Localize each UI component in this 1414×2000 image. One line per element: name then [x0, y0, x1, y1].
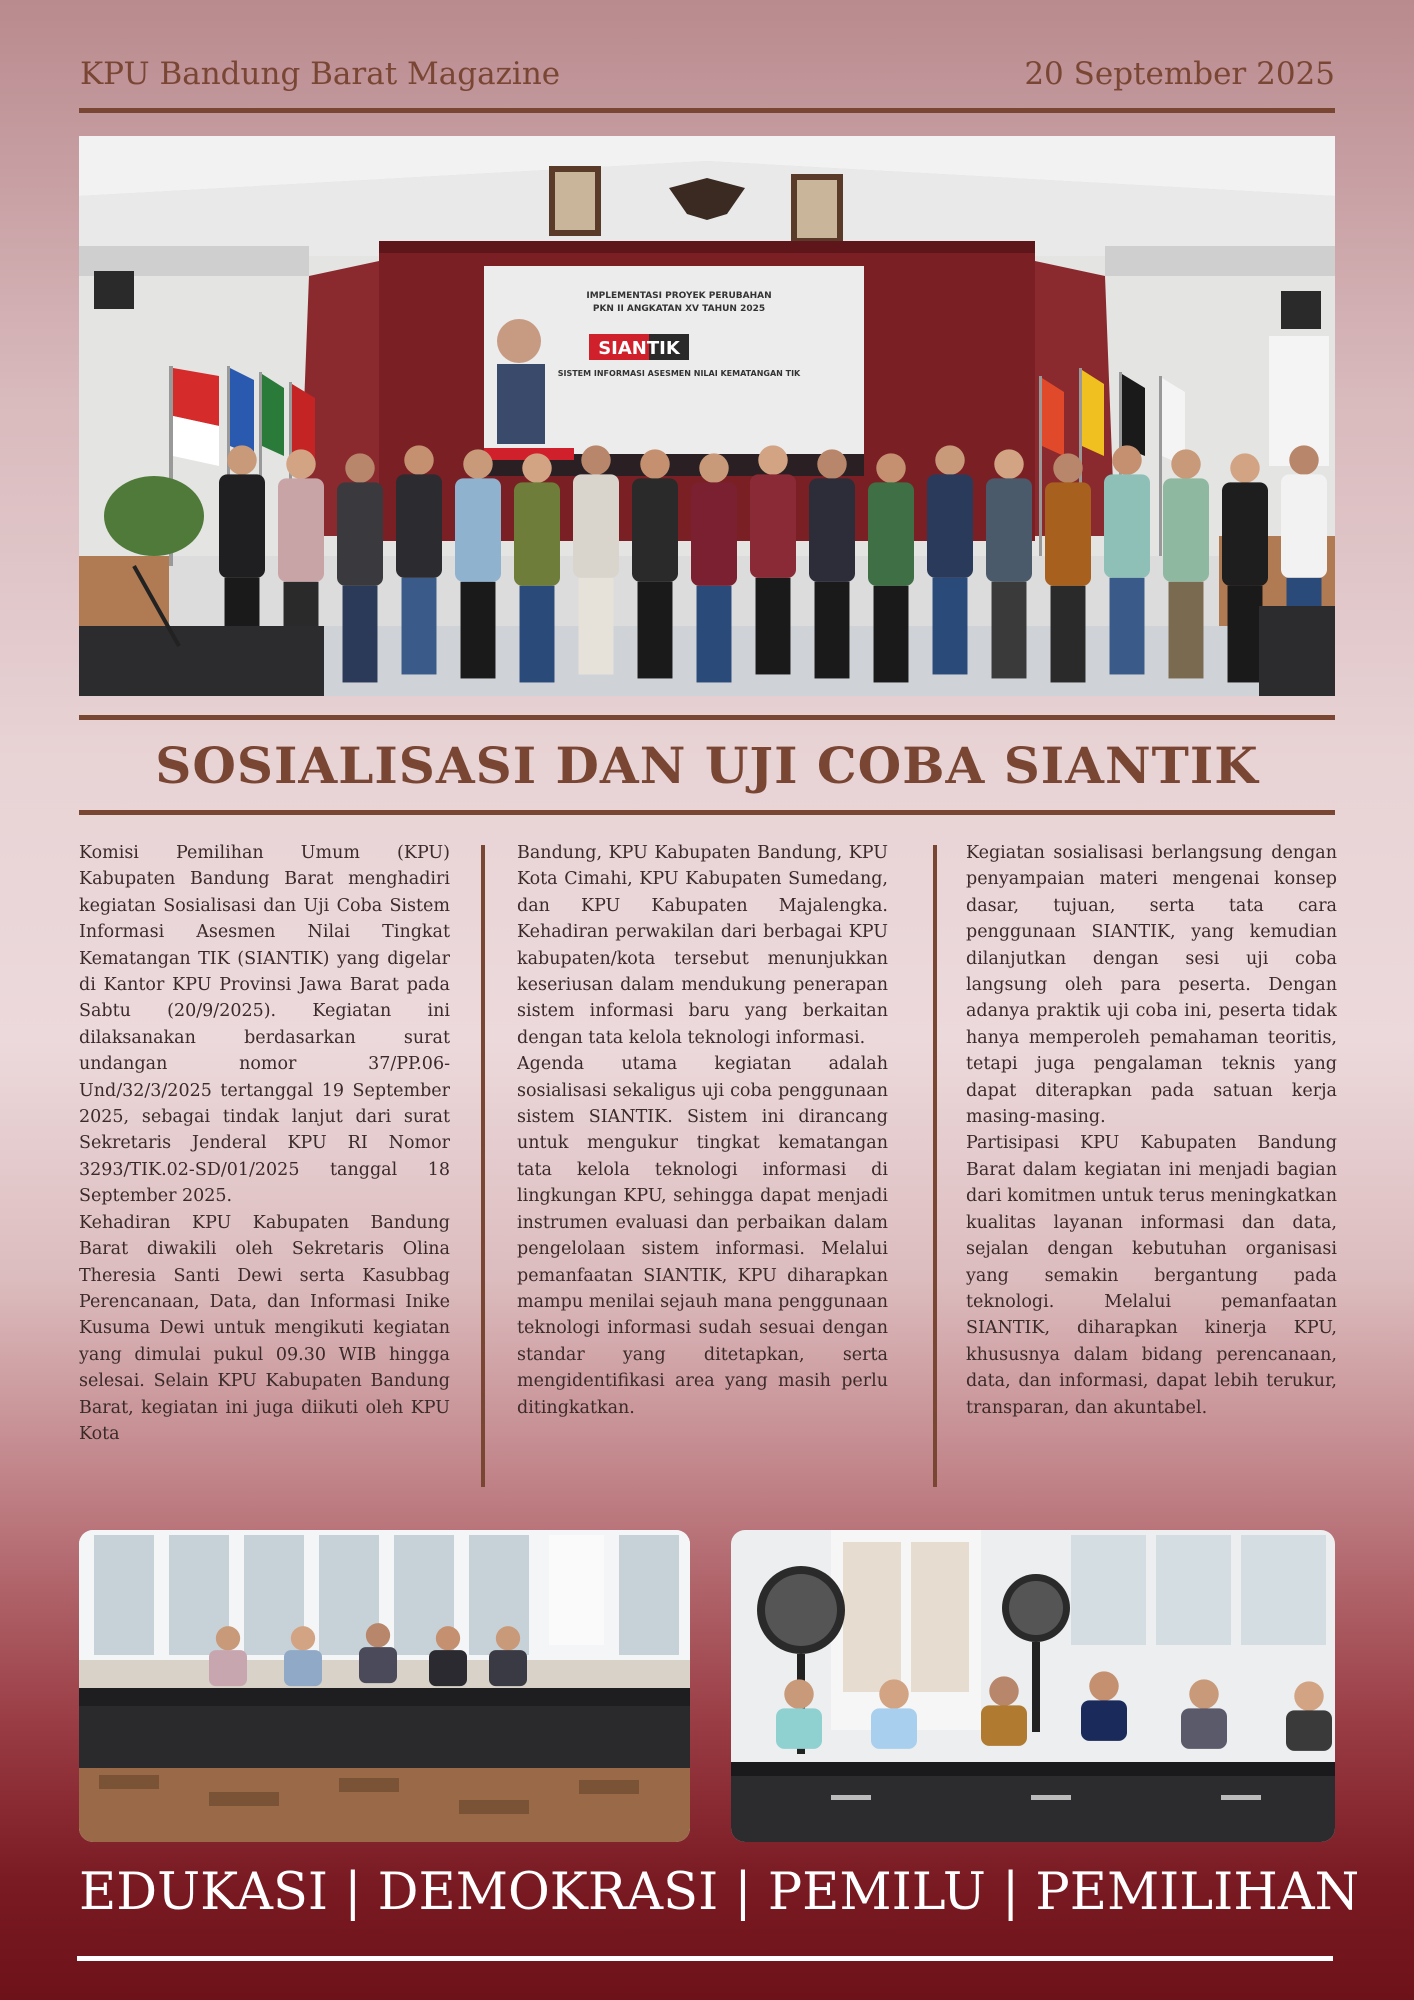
column-divider — [933, 845, 937, 1487]
hero-photo-illustration — [79, 136, 1335, 696]
paragraph: Agenda utama kegiatan adalah sosialisasi sekaligus uji coba penggunaan sistem SIANTIK. Sistem ini dirancang untuk mengukur tingkat kematangan tata kelola teknologi informasi di lingkungan KPU, sehingga dapat menjadi instrumen evaluasi dan perbaikan dalam pengelolaan sistem informasi. Melalui pemanfaatan SIANTIK, KPU diharapkan mampu menilai sejauh mana penggunaan teknologi informasi sudah sesuai dengan standar yang ditetapkan, serta mengidentifikasi area yang masih perlu ditingkatkan. — [517, 1054, 888, 1418]
paragraph: Partisipasi KPU Kabupaten Bandung Barat dalam kegiatan ini menjadi bagian dari komitmen untuk terus meningkatkan kualitas layanan informasi dan data, sejalan dengan kebutuhan organisasi yang semakin bergantung pada teknologi. Melalui pemanfaatan SIANTIK, diharapkan kinerja KPU, khususnya dalam bidang perencanaan, data, dan informasi, dapat lebih terukur, transparan, dan akuntabel. — [966, 1133, 1337, 1418]
magazine-name: KPU Bandung Barat Magazine — [80, 56, 561, 92]
screen-text-logo: SIANTIK — [598, 338, 680, 359]
headline-divider-top — [79, 715, 1335, 720]
article-column-1 — [79, 840, 450, 1490]
article-column-3 — [966, 840, 1337, 1490]
meeting-photo-right-illustration — [731, 1530, 1335, 1842]
screen-text-line-1: IMPLEMENTASI PROYEK PERUBAHAN — [586, 291, 772, 301]
hero-photo-group — [79, 136, 1335, 696]
screen-text-line-3: SISTEM INFORMASI ASESMEN NILAI KEMATANGAN TIK — [557, 369, 801, 378]
meeting-photo-left — [79, 1530, 690, 1842]
column-divider — [481, 845, 485, 1487]
meeting-photo-right — [731, 1530, 1335, 1842]
issue-date: 20 September 2025 — [1024, 56, 1335, 92]
footer-tagline: EDUKASI | DEMOKRASI | PEMILU | PEMILIHAN — [79, 1863, 1360, 1922]
paragraph: Bandung, KPU Kabupaten Bandung, KPU Kota Cimahi, KPU Kabupaten Sumedang, dan KPU Kabupaten Majalengka. Kehadiran perwakilan dari berbagai KPU kabupaten/kota tersebut menunjukkan keseriusan dalam mendukung penerapan sistem informasi baru yang berkaitan dengan tata kelola teknologi informasi. — [517, 843, 888, 1048]
paragraph: Komisi Pemilihan Umum (KPU) Kabupaten Bandung Barat menghadiri kegiatan Sosialisasi dan Uji Coba Sistem Informasi Asesmen Nilai Tingkat Kematangan TIK (SIANTIK) yang digelar di Kantor KPU Provinsi Jawa Barat pada Sabtu (20/9/2025). Kegiatan ini dilaksanakan berdasarkan surat undangan nomor 37/PP.06-Und/32/3/2025 tertanggal 19 September 2025, sebagai tindak lanjut dari surat Sekretaris Jenderal KPU RI Nomor 3293/TIK.02-SD/01/2025 tanggal 18 September 2025. — [79, 843, 450, 1207]
headline-divider-bottom — [79, 810, 1335, 815]
footer-divider — [77, 1956, 1333, 1961]
meeting-photo-left-illustration — [79, 1530, 690, 1842]
screen-text-line-2: PKN II ANGKATAN XV TAHUN 2025 — [592, 304, 766, 314]
article-headline: SOSIALISASI DAN UJI COBA SIANTIK — [155, 736, 1259, 795]
paragraph: Kehadiran KPU Kabupaten Bandung Barat diwakili oleh Sekretaris Olina Theresia Santi Dewi serta Kasubbag Perencanaan, Data, dan Informasi Inike Kusuma Dewi untuk mengikuti kegiatan yang dimulai pukul 09.30 WIB hingga selesai. Selain KPU Kabupaten Bandung Barat, kegiatan ini juga diikuti oleh KPU Kota — [79, 1212, 450, 1444]
masthead-divider — [79, 108, 1335, 113]
paragraph: Kegiatan sosialisasi berlangsung dengan penyampaian materi mengenai konsep dasar, tujuan, serta tata cara penggunaan SIANTIK, yang kemudian dilanjutkan dengan sesi uji coba langsung oleh para peserta. Dengan adanya praktik uji coba ini, peserta tidak hanya memperoleh pemahaman teoritis, tetapi juga pengalaman teknis yang dapat diterapkan pada satuan kerja masing-masing. — [966, 843, 1337, 1128]
article-column-2 — [517, 840, 888, 1490]
masthead — [80, 52, 1335, 96]
